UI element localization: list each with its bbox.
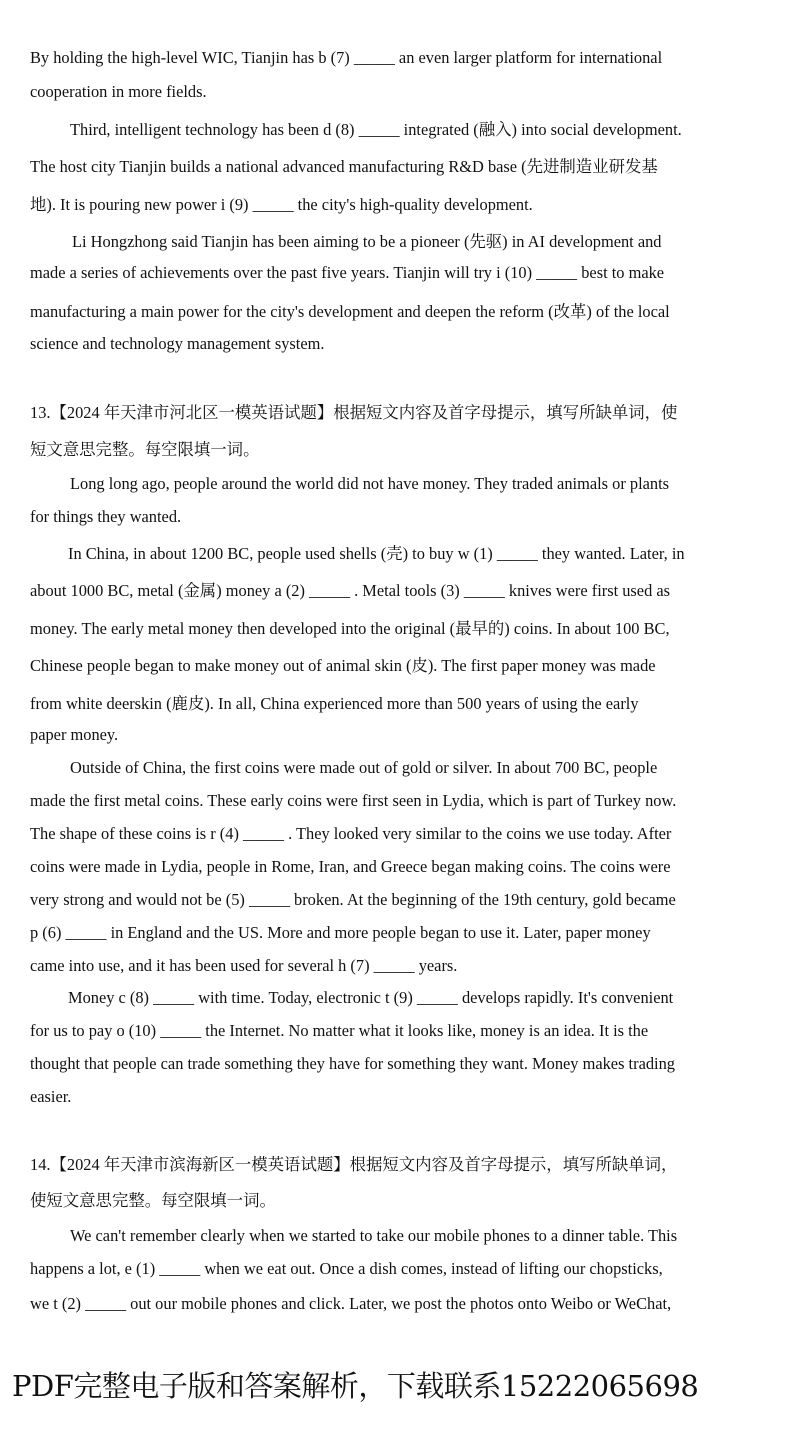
text-line: made a series of achievements over the past five years. Tianjin will try i (10) _____ best to make <box>30 263 665 282</box>
text-line: we t (2) _____ out our mobile phones and click. Later, we post the photos onto Weibo or WeChat, <box>30 1294 672 1313</box>
text-line: paper money. <box>30 725 119 744</box>
text-line: thought that people can trade something they have for something they want. Money makes trading <box>30 1054 675 1073</box>
text-line: manufacturing a main power for the city's development and deepen the reform (改革) of the local <box>30 302 670 321</box>
text-line: Li Hongzhong said Tianjin has been aiming to be a pioneer (先驱) in AI development and <box>72 232 662 251</box>
text-line: Money c (8) _____ with time. Today, electronic t (9) _____ develops rapidly. It's convenient <box>68 988 674 1007</box>
heading-line: 13.【2024 年天津市河北区一模英语试题】根据短文内容及首字母提示，填写所缺单词，使 <box>30 403 678 422</box>
text-line: Chinese people began to make money out of animal skin (皮). The first paper money was made <box>30 656 656 675</box>
text-line: money. The early metal money then developed into the original (最早的) coins. In about 100 BC, <box>30 619 670 638</box>
text-line: Outside of China, the first coins were made out of gold or silver. In about 700 BC, people <box>70 758 658 777</box>
text-line: The host city Tianjin builds a national advanced manufacturing R&D base (先进制造业研发基 <box>30 157 658 176</box>
text-line: made the first metal coins. These early coins were first seen in Lydia, which is part of Turkey now. <box>30 791 677 810</box>
text-line: happens a lot, e (1) _____ when we eat out. Once a dish comes, instead of lifting our chopsticks, <box>30 1259 663 1278</box>
text-line: coins were made in Lydia, people in Rome, Iran, and Greece began making coins. The coins were <box>30 857 671 876</box>
text-line: p (6) _____ in England and the US. More and more people began to use it. Later, paper money <box>30 923 651 942</box>
text-line: very strong and would not be (5) _____ broken. At the beginning of the 19th century, gold became <box>30 890 676 909</box>
text-line: By holding the high-level WIC, Tianjin has b (7) _____ an even larger platform for international <box>30 48 663 67</box>
text-line: for things they wanted. <box>30 507 182 526</box>
text-line: easier. <box>30 1087 72 1106</box>
text-line: science and technology management system. <box>30 334 325 353</box>
text-line: 地). It is pouring new power i (9) _____ the city's high-quality development. <box>30 195 533 214</box>
download-contact-banner: PDF完整电子版和答案解析，下载联系15222065698 <box>12 1369 699 1403</box>
text-line: Long long ago, people around the world did not have money. They traded animals or plants <box>70 474 670 493</box>
heading-line: 短文意思完整。每空限填一词。 <box>30 440 260 459</box>
text-line: for us to pay o (10) _____ the Internet. No matter what it looks like, money is an idea. It is the <box>30 1021 649 1040</box>
text-line: The shape of these coins is r (4) _____ . They looked very similar to the coins we use today. After <box>30 824 672 843</box>
text-line: about 1000 BC, metal (金属) money a (2) _____ . Metal tools (3) _____ knives were first used as <box>30 581 671 600</box>
text-line: cooperation in more fields. <box>30 82 207 101</box>
heading-line: 使短文意思完整。每空限填一词。 <box>30 1191 276 1210</box>
text-line: In China, in about 1200 BC, people used shells (壳) to buy w (1) _____ they wanted. Later, in <box>68 544 685 563</box>
heading-line: 14.【2024 年天津市滨海新区一模英语试题】根据短文内容及首字母提示，填写所缺单词， <box>30 1155 678 1174</box>
text-line: came into use, and it has been used for several h (7) _____ years. <box>30 956 458 975</box>
text-line: We can't remember clearly when we started to take our mobile phones to a dinner table. This <box>70 1226 678 1245</box>
text-line: Third, intelligent technology has been d (8) _____ integrated (融入) into social development. <box>70 120 682 139</box>
text-line: from white deerskin (鹿皮). In all, China experienced more than 500 years of using the early <box>30 694 639 713</box>
